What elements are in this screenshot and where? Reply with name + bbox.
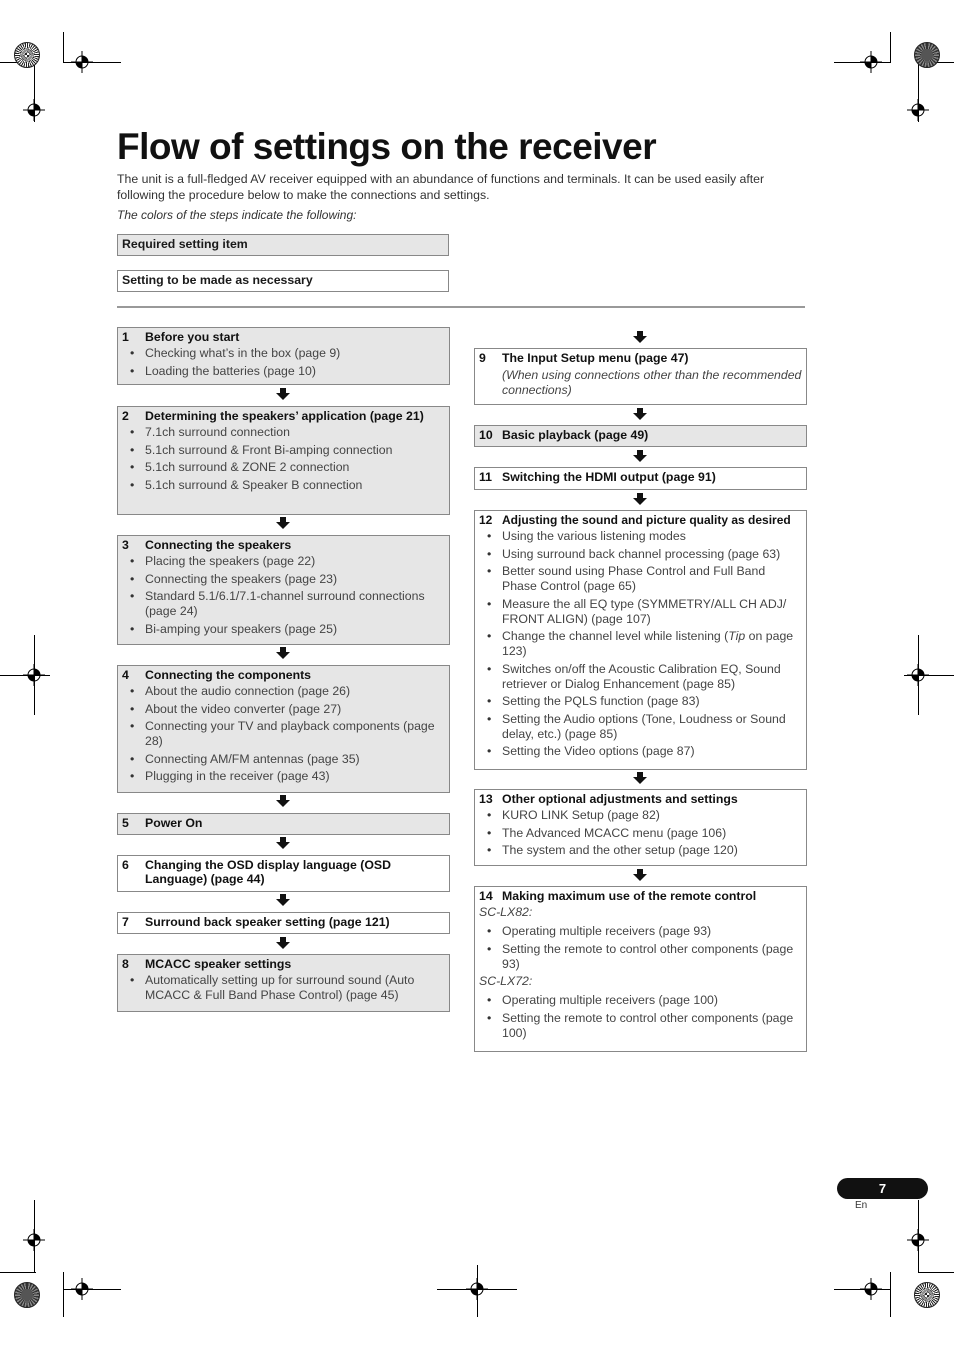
- step-title: Connecting the speakers: [145, 538, 292, 552]
- divider: [117, 306, 805, 308]
- step-title: Adjusting the sound and picture quality as desired: [502, 513, 791, 527]
- step-title: Power On: [145, 816, 203, 830]
- down-arrow-icon: [276, 647, 290, 659]
- down-arrow-icon: [276, 517, 290, 529]
- step-note: (When using connections other than the recommended connections): [502, 368, 802, 397]
- list-item: • Checking what’s in the box (page 9): [122, 346, 445, 361]
- language-code: En: [855, 1200, 868, 1211]
- step-number: 1: [122, 330, 129, 344]
- list-item: • Connecting the speakers (page 23): [122, 572, 445, 587]
- step-3: [117, 535, 450, 645]
- step-title: Connecting the components: [145, 668, 312, 682]
- step-title: Switching the HDMI output (page 91): [502, 470, 716, 484]
- list-item: • Better sound using Phase Control and Full Band Phase Control (page 65): [479, 564, 802, 594]
- step-title: Basic playback (page 49): [502, 428, 649, 442]
- tip-text: Tip: [728, 629, 746, 643]
- list-item: • Setting the remote to control other components (page 93): [479, 942, 802, 972]
- down-arrow-icon: [633, 869, 647, 881]
- crosshair-icon: [23, 1229, 45, 1251]
- step-5: [117, 813, 450, 835]
- step-9: [474, 348, 807, 405]
- list-item: • Setting the Audio options (Tone, Loudness or Sound delay, etc.) (page 85): [479, 712, 802, 742]
- step-number: 2: [122, 409, 129, 423]
- step-2: [117, 406, 450, 515]
- intro-paragraph: The unit is a full-fledged AV receiver equipped with an abundance of functions and terminals. It can be used easily after following the procedure below to make the connections and settings.: [117, 172, 765, 202]
- list-item: • Plugging in the receiver (page 43): [122, 769, 445, 784]
- page-number: 7: [837, 1178, 928, 1199]
- step-6: [117, 855, 450, 892]
- list-item: • 5.1ch surround & Front Bi-amping connection: [122, 443, 445, 458]
- crosshair-icon: [23, 99, 45, 121]
- down-arrow-icon: [276, 795, 290, 807]
- list-item: • 7.1ch surround connection: [122, 425, 445, 440]
- step-number: 7: [122, 915, 129, 929]
- legend-optional: Setting to be made as necessary: [117, 270, 449, 292]
- step-title: Determining the speakers’ application (page 21): [145, 409, 424, 423]
- list-item: • The system and the other setup (page 120): [479, 843, 802, 858]
- list-item: • The Advanced MCACC menu (page 106): [479, 826, 802, 841]
- crosshair-icon: [907, 99, 929, 121]
- down-arrow-icon: [633, 772, 647, 784]
- step-number: 3: [122, 538, 129, 552]
- item-text: Change the channel level while listening (: [502, 629, 729, 643]
- down-arrow-icon: [633, 408, 647, 420]
- list-item: • 5.1ch surround & Speaker B connection: [122, 478, 445, 493]
- registration-sun-icon: [14, 42, 40, 68]
- down-arrow-icon: [633, 493, 647, 505]
- down-arrow-icon: [276, 388, 290, 400]
- crosshair-icon: [23, 664, 45, 686]
- down-arrow-icon: [276, 837, 290, 849]
- step-number: 8: [122, 957, 129, 971]
- list-item: • Standard 5.1/6.1/7.1-channel surround connections (page 24): [122, 589, 445, 619]
- list-item: • Placing the speakers (page 22): [122, 554, 445, 569]
- list-item: • Switches on/off the Acoustic Calibration EQ, Sound retriever or Dialog Enhancement (page 85): [479, 662, 802, 692]
- list-item: • Using surround back channel processing (page 63): [479, 547, 802, 562]
- down-arrow-icon: [276, 894, 290, 906]
- step-number: 9: [479, 351, 486, 365]
- crosshair-icon: [860, 1278, 882, 1300]
- item-text: on page 123): [502, 629, 794, 658]
- down-arrow-icon: [276, 937, 290, 949]
- list-item: • Setting the remote to control other components (page 100): [479, 1011, 802, 1041]
- step-title: Before you start: [145, 330, 240, 344]
- color-note: The colors of the steps indicate the following:: [117, 208, 357, 222]
- down-arrow-icon: [633, 331, 647, 343]
- registration-sun-icon: [14, 1282, 40, 1308]
- list-item: • About the audio connection (page 26): [122, 684, 445, 699]
- step-title: Other optional adjustments and settings: [502, 792, 738, 806]
- step-title: MCACC speaker settings: [145, 957, 292, 971]
- list-item: [479, 629, 802, 659]
- list-item: • 5.1ch surround & ZONE 2 connection: [122, 460, 445, 475]
- step-number: 13: [479, 792, 493, 806]
- step-4: [117, 665, 450, 793]
- registration-sun-icon: [914, 42, 940, 68]
- step-8: [117, 954, 450, 1012]
- step-10: [474, 425, 807, 447]
- step-7: [117, 912, 450, 934]
- list-item: • Setting the Video options (page 87): [479, 744, 802, 759]
- crosshair-icon: [860, 51, 882, 73]
- step-title: Making maximum use of the remote control: [502, 889, 757, 903]
- crosshair-icon: [71, 1278, 93, 1300]
- step-title: Surround back speaker setting (page 121): [145, 915, 390, 929]
- step-number: 14: [479, 889, 493, 903]
- model-label: SC-LX72:: [479, 974, 533, 988]
- step-11: [474, 467, 807, 490]
- step-1: [117, 327, 450, 385]
- step-number: 4: [122, 668, 129, 682]
- crosshair-icon: [907, 1229, 929, 1251]
- down-arrow-icon: [633, 450, 647, 462]
- step-number: 6: [122, 858, 129, 872]
- list-item: • Loading the batteries (page 10): [122, 364, 445, 379]
- step-number: 11: [479, 470, 492, 484]
- step-title: The Input Setup menu (page 47): [502, 351, 689, 365]
- legend-required: Required setting item: [117, 234, 449, 256]
- page-title: Flow of settings on the receiver: [117, 126, 657, 167]
- step-number: 5: [122, 816, 129, 830]
- list-item: • Setting the PQLS function (page 83): [479, 694, 802, 709]
- list-item: • KURO LINK Setup (page 82): [479, 808, 802, 823]
- list-item: • Connecting AM/FM antennas (page 35): [122, 752, 445, 767]
- step-number: 10: [479, 428, 493, 442]
- model-label: SC-LX82:: [479, 905, 533, 919]
- crosshair-icon: [907, 664, 929, 686]
- list-item: • Connecting your TV and playback components (page 28): [122, 719, 445, 749]
- step-title: Changing the OSD display language (OSD Language) (page 44): [145, 858, 391, 886]
- crosshair-icon: [71, 51, 93, 73]
- list-item: • About the video converter (page 27): [122, 702, 445, 717]
- step-12: [474, 510, 807, 770]
- list-item: • Operating multiple receivers (page 93): [479, 924, 802, 939]
- step-number: 12: [479, 513, 493, 527]
- list-item: • Measure the all EQ type (SYMMETRY/ALL CH ADJ/ FRONT ALIGN) (page 107): [479, 597, 802, 627]
- list-item: • Operating multiple receivers (page 100): [479, 993, 802, 1008]
- step-13: [474, 789, 807, 866]
- registration-sun-icon: [914, 1282, 940, 1308]
- list-item: • Automatically setting up for surround sound (Auto MCACC & Full Band Phase Control) (page 45): [122, 973, 445, 1003]
- crosshair-icon: [466, 1278, 488, 1300]
- step-14: [474, 886, 807, 1052]
- list-item: • Bi-amping your speakers (page 25): [122, 622, 445, 637]
- list-item: • Using the various listening modes: [479, 529, 802, 544]
